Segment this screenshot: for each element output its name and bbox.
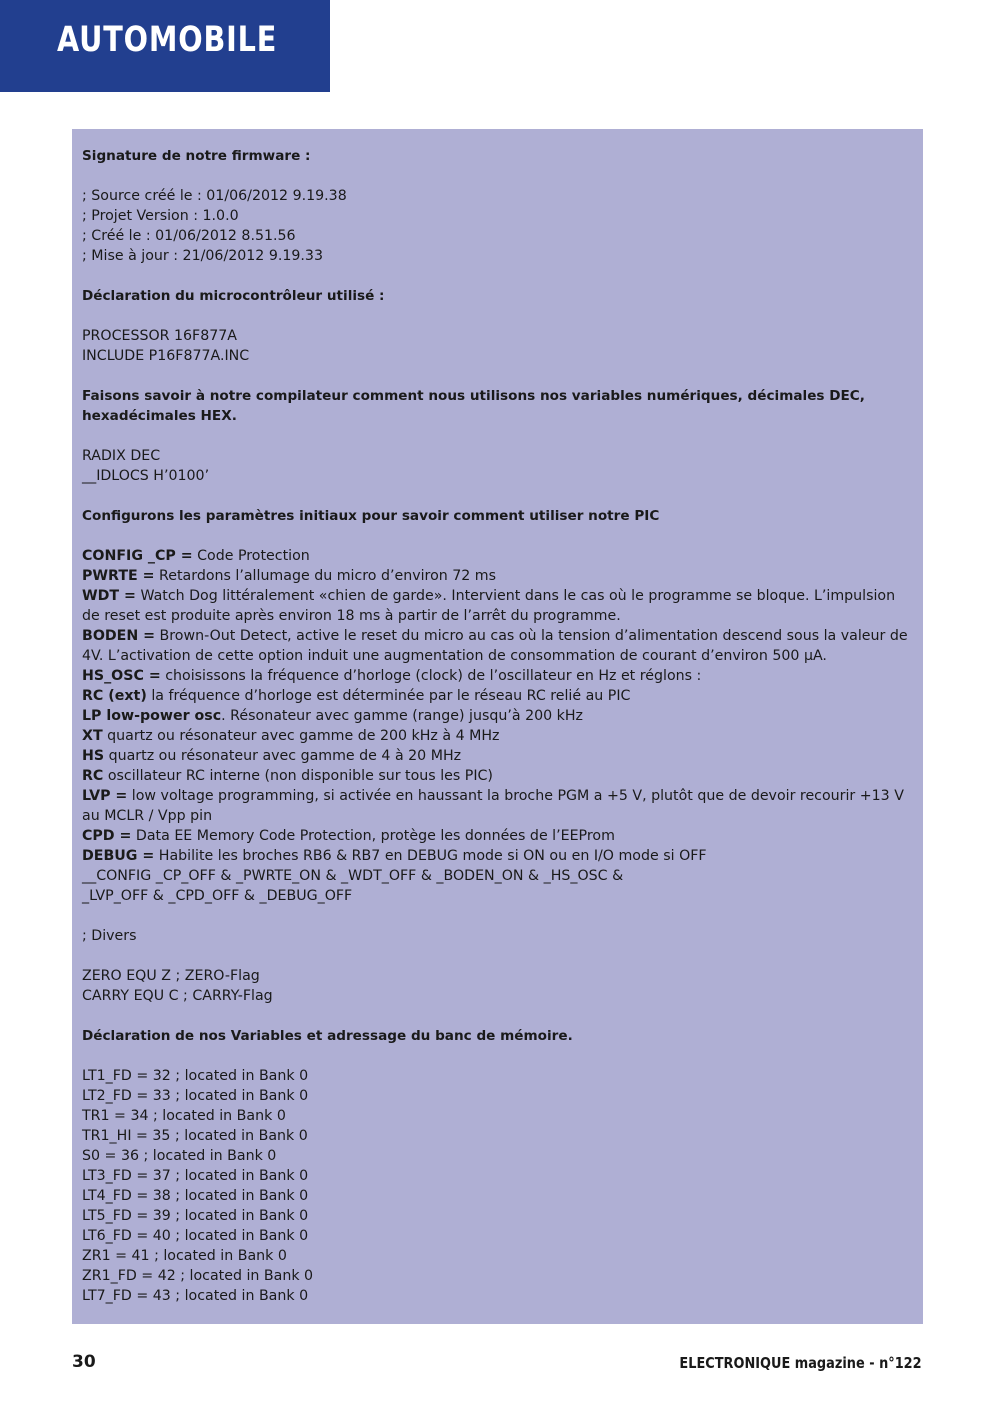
flag-line: CARRY EQU C ; CARRY-Flag [82,988,273,1004]
config-text: . Résonateur avec gamme (range) jusqu’à 200 kHz [221,708,584,724]
var-line: ZR1 = 41 ; located in Bank 0 [82,1248,287,1264]
config-text: Habilite les broches RB6 & RB7 en DEBUG mode si ON ou en I/O mode si OFF [154,848,707,864]
config-item [82,786,915,826]
mcu-heading: Déclaration du microcontrôleur utilisé : [82,288,385,304]
var-line: LT4_FD = 38 ; located in Bank 0 [82,1188,309,1204]
spacer [82,366,915,386]
spacer [82,426,915,446]
section-header-band [0,0,330,92]
config-text: low voltage programming, si activée en haussant la broche PGM a +5 V, plutôt que de devoir recourir +13 V au MCLR / Vpp pin [82,788,904,824]
config-text: Retardons l’allumage du micro d’environ 72 ms [154,568,497,584]
var-line: TR1_HI = 35 ; located in Bank 0 [82,1128,308,1144]
var-line: LT5_FD = 39 ; located in Bank 0 [82,1208,309,1224]
config-key: WDT = [82,588,136,604]
var-line: LT1_FD = 32 ; located in Bank 0 [82,1068,309,1084]
vars-heading: Déclaration de nos Variables et adressage du banc de mémoire. [82,1028,573,1044]
spacer [82,1046,915,1066]
var-line: LT2_FD = 33 ; located in Bank 0 [82,1088,309,1104]
config-key: PWRTE = [82,568,155,584]
config-text: Brown-Out Detect, active le reset du micro au cas où la tension d’alimentation descend sous la valeur de 4V. L’activation de cette option induit une augmentation de consommation de courant d’environ 500 µA. [82,628,908,664]
signature-heading: Signature de notre firmware : [82,148,311,164]
mcu-line: INCLUDE P16F877A.INC [82,348,250,364]
config-item [82,666,915,686]
config-item [82,706,915,726]
signature-line: ; Projet Version : 1.0.0 [82,208,239,224]
config-item [82,766,915,786]
mcu-line: PROCESSOR 16F877A [82,328,237,344]
var-line: LT6_FD = 40 ; located in Bank 0 [82,1228,309,1244]
config-key: DEBUG = [82,848,155,864]
signature-line: ; Créé le : 01/06/2012 8.51.56 [82,228,296,244]
config-key: XT [82,728,103,744]
config-text: Data EE Memory Code Protection, protège les données de l’EEProm [131,828,615,844]
signature-line: ; Source créé le : 01/06/2012 9.19.38 [82,188,347,204]
config-item [82,826,915,846]
radix-heading: Faisons savoir à notre compilateur comment nous utilisons nos variables numériques, décimales DEC, hexadécimales HEX. [82,388,865,424]
magazine-footer: ELECTRONIQUE magazine - n°122 [679,1354,922,1372]
config-heading: Configurons les paramètres initiaux pour savoir comment utiliser notre PIC [82,508,660,524]
config-item [82,586,915,626]
var-line: TR1 = 34 ; located in Bank 0 [82,1108,286,1124]
config-key: RC (ext) [82,688,147,704]
config-text: quartz ou résonateur avec gamme de 4 à 20 MHz [104,748,462,764]
config-directive-line: __CONFIG _CP_OFF & _PWRTE_ON & _WDT_OFF & _BODEN_ON & _HS_OSC & [82,868,624,884]
config-item [82,686,915,706]
config-key: RC [82,768,104,784]
spacer [82,1006,915,1026]
config-key: HS_OSC = [82,668,161,684]
spacer [82,526,915,546]
page-number: 30 [72,1352,96,1372]
spacer [82,906,915,926]
config-item [82,546,915,566]
config-text: Code Protection [192,548,310,564]
config-key: LVP = [82,788,128,804]
config-text: quartz ou résonateur avec gamme de 200 kHz à 4 MHz [102,728,500,744]
spacer [82,306,915,326]
config-text: la fréquence d’horloge est déterminée par le réseau RC relié au PIC [146,688,631,704]
config-directive-line: _LVP_OFF & _CPD_OFF & _DEBUG_OFF [82,888,353,904]
signature-line: ; Mise à jour : 21/06/2012 9.19.33 [82,248,323,264]
config-key: BODEN = [82,628,156,644]
spacer [82,486,915,506]
spacer [82,266,915,286]
radix-line: RADIX DEC [82,448,161,464]
var-line: ZR1_FD = 42 ; located in Bank 0 [82,1268,314,1284]
config-item [82,566,915,586]
config-key: CONFIG _CP = [82,548,193,564]
config-item [82,626,915,666]
config-key: CPD = [82,828,132,844]
config-item [82,746,915,766]
config-text: oscillateur RC interne (non disponible sur tous les PIC) [103,768,493,784]
var-line: LT3_FD = 37 ; located in Bank 0 [82,1168,309,1184]
spacer [82,946,915,966]
spacer [82,166,915,186]
var-line: S0 = 36 ; located in Bank 0 [82,1148,277,1164]
config-text: choisissons la fréquence d’horloge (clock) de l’oscillateur en Hz et réglons : [160,668,702,684]
firmware-listing-box [72,129,923,1324]
config-key: LP low-power osc [82,708,222,724]
config-item [82,846,915,866]
divers-label: ; Divers [82,928,137,944]
config-text: Watch Dog littéralement «chien de garde». Intervient dans le cas où le programme se bloque. L’impulsion de reset est produite après environ 18 ms à partir de l’arrêt du programme. [82,588,896,624]
config-item [82,726,915,746]
var-line: LT7_FD = 43 ; located in Bank 0 [82,1288,309,1304]
radix-line: __IDLOCS H’0100’ [82,468,210,484]
flag-line: ZERO EQU Z ; ZERO-Flag [82,968,260,984]
section-title: AUTOMOBILE [57,20,278,60]
config-key: HS [82,748,105,764]
